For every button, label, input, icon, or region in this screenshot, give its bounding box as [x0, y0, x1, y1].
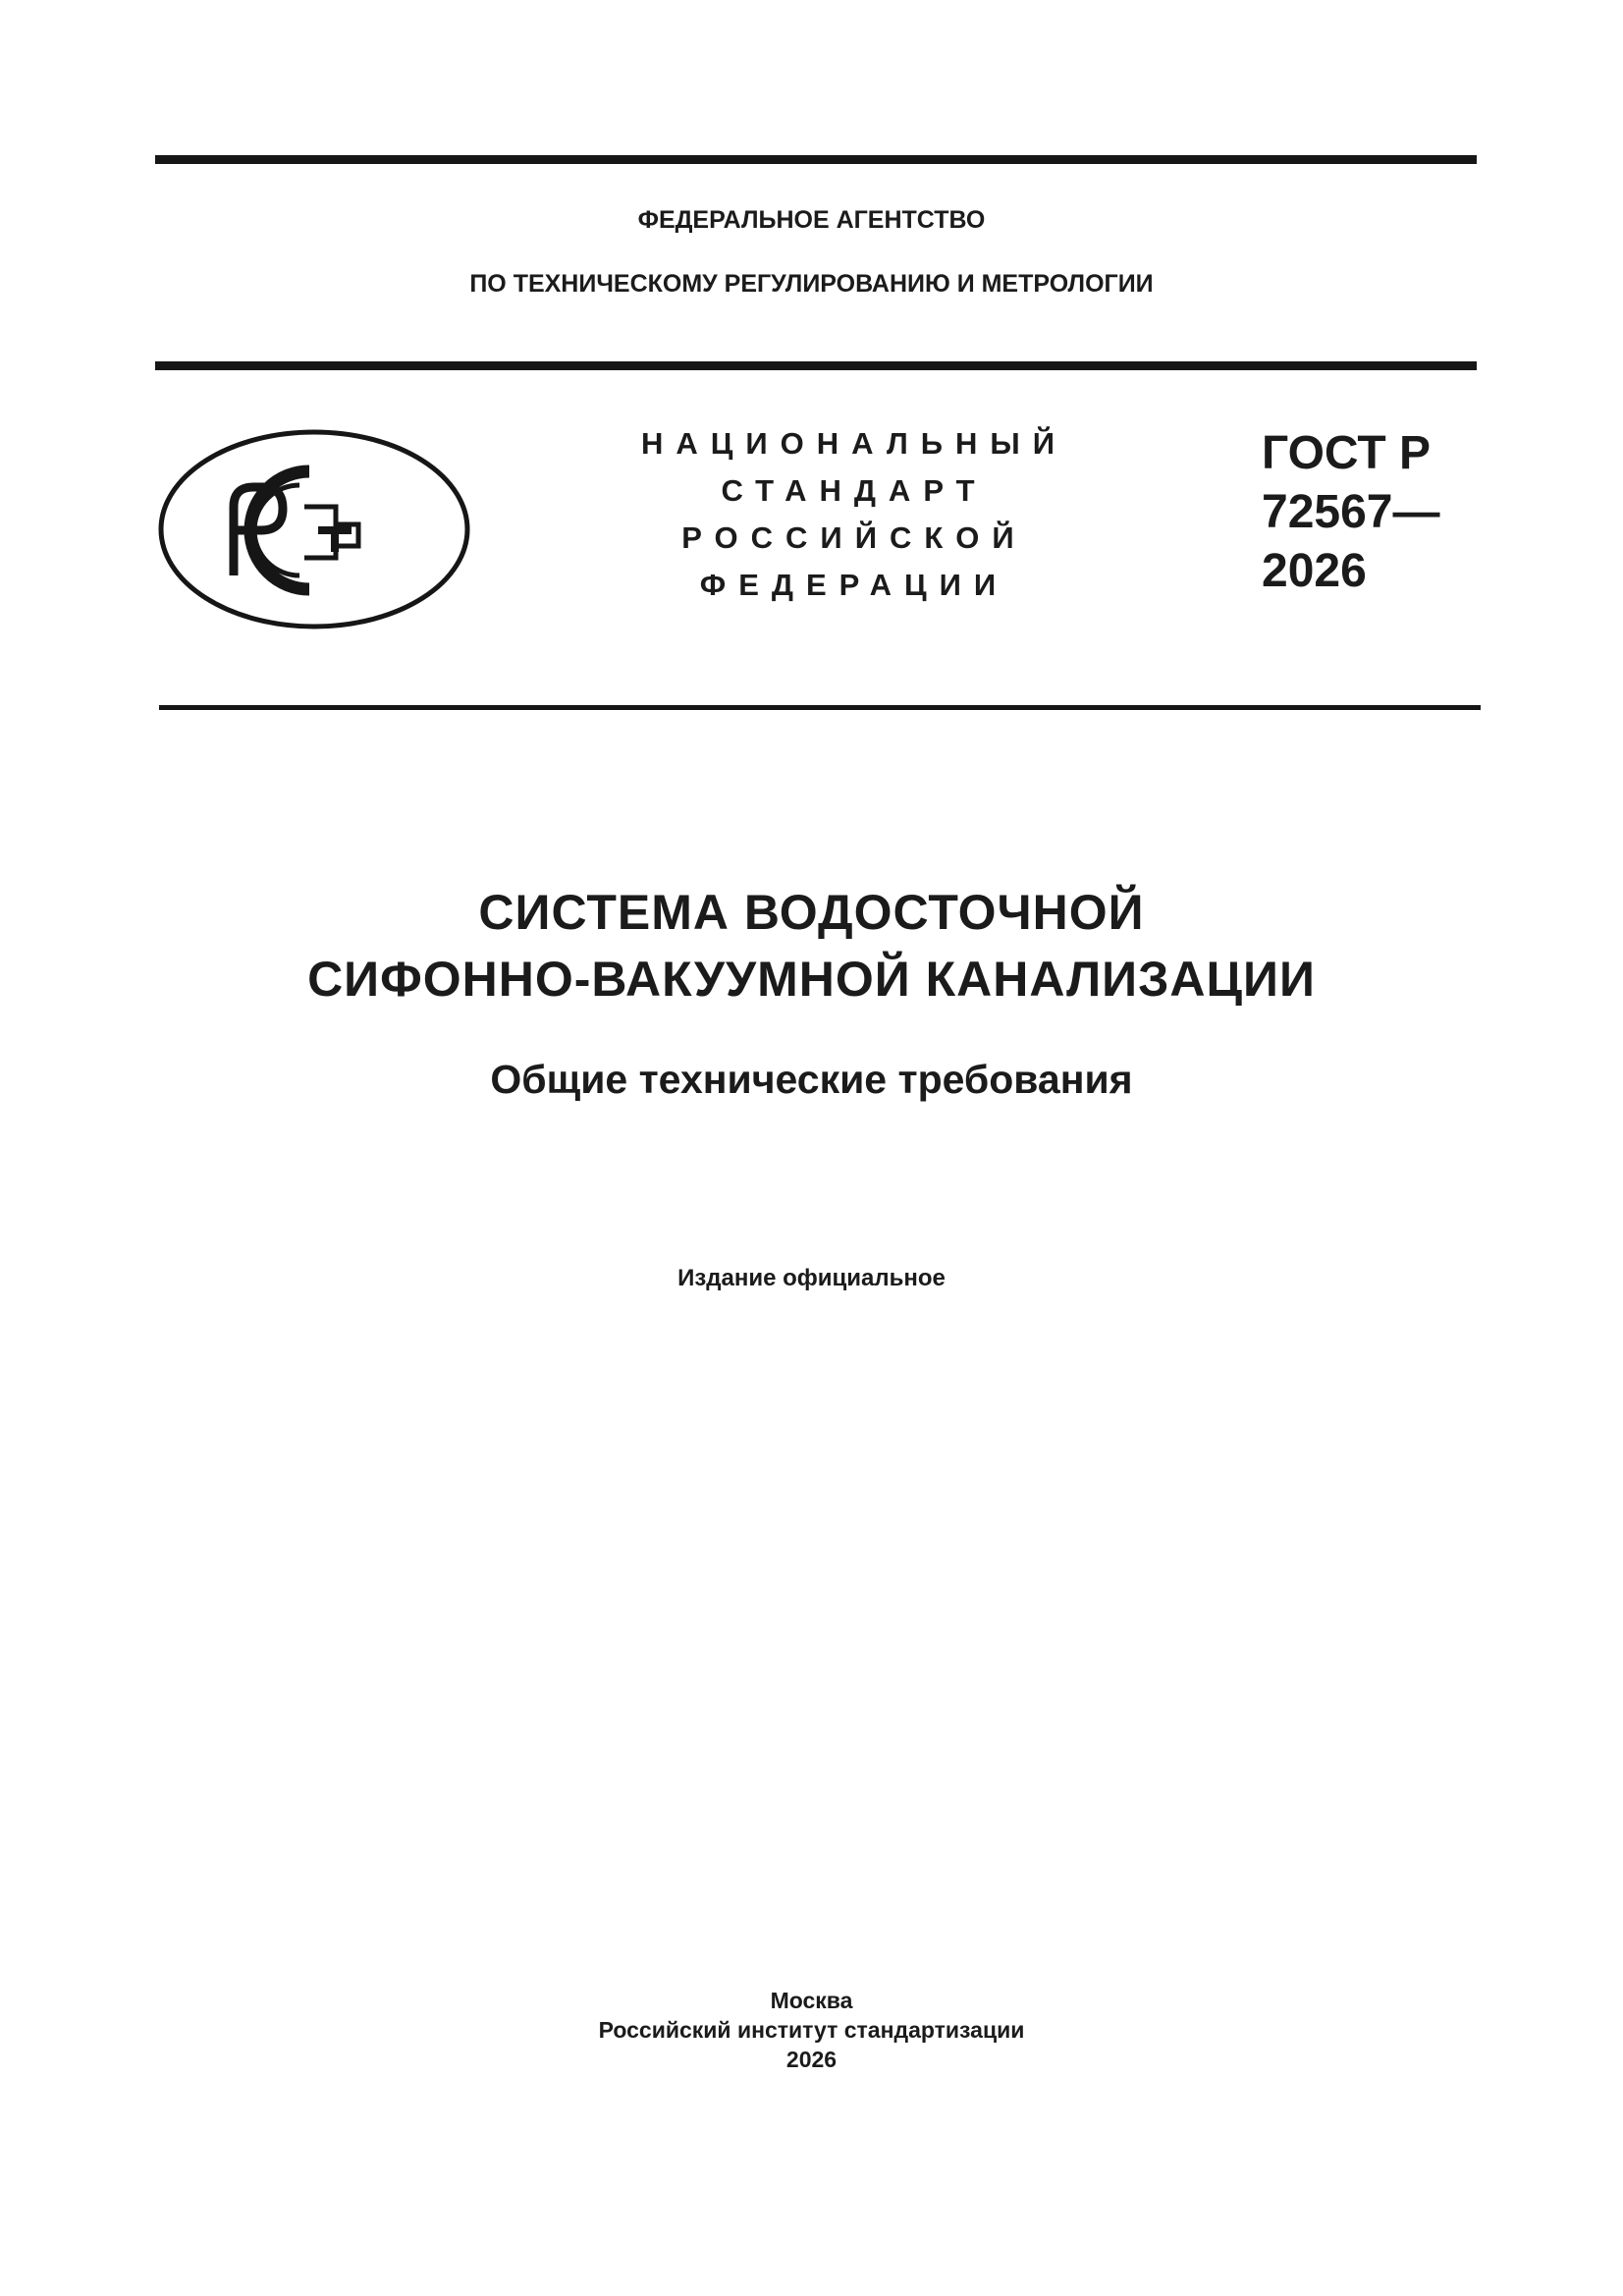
- document-subtitle: Общие технические требования: [490, 1057, 1133, 1102]
- publication-year: 2026: [785, 2047, 838, 2072]
- gost-r-logo-icon: [157, 428, 471, 630]
- designation-line: ГОСТ Р: [1262, 427, 1432, 479]
- header-rule: [155, 361, 1477, 370]
- edition-note: Издание официальное: [677, 1265, 946, 1291]
- document-title-line-2: СИФОННО-ВАКУУМНОЙ КАНАЛИЗАЦИИ: [307, 952, 1316, 1007]
- document-title-line-1: СИСТЕМА ВОДОСТОЧНОЙ: [478, 885, 1145, 940]
- title-block-rule: [159, 705, 1481, 710]
- standard-designation: [1262, 424, 1439, 601]
- standard-type-line: ФЕДЕРАЦИИ: [699, 568, 1009, 602]
- agency-name-line-1: ФЕДЕРАЛЬНОЕ АГЕНТСТВО: [637, 206, 986, 234]
- designation-line: 2026: [1262, 545, 1367, 597]
- publisher-city: Москва: [770, 1988, 853, 2013]
- designation-line: 72567—: [1262, 486, 1440, 538]
- agency-name-line-2: ПО ТЕХНИЧЕСКОМУ РЕГУЛИРОВАНИЮ И МЕТРОЛОГИИ: [469, 270, 1154, 298]
- standard-type-heading: [628, 420, 1080, 609]
- standard-type-line: НАЦИОНАЛЬНЫЙ: [640, 426, 1068, 461]
- top-rule: [155, 155, 1477, 164]
- standard-type-line: РОССИЙСКОЙ: [681, 520, 1027, 555]
- publisher-name: Российский институт стандартизации: [598, 2017, 1025, 2043]
- standard-type-line: СТАНДАРТ: [721, 473, 988, 508]
- publisher-footer: [0, 1986, 1623, 2074]
